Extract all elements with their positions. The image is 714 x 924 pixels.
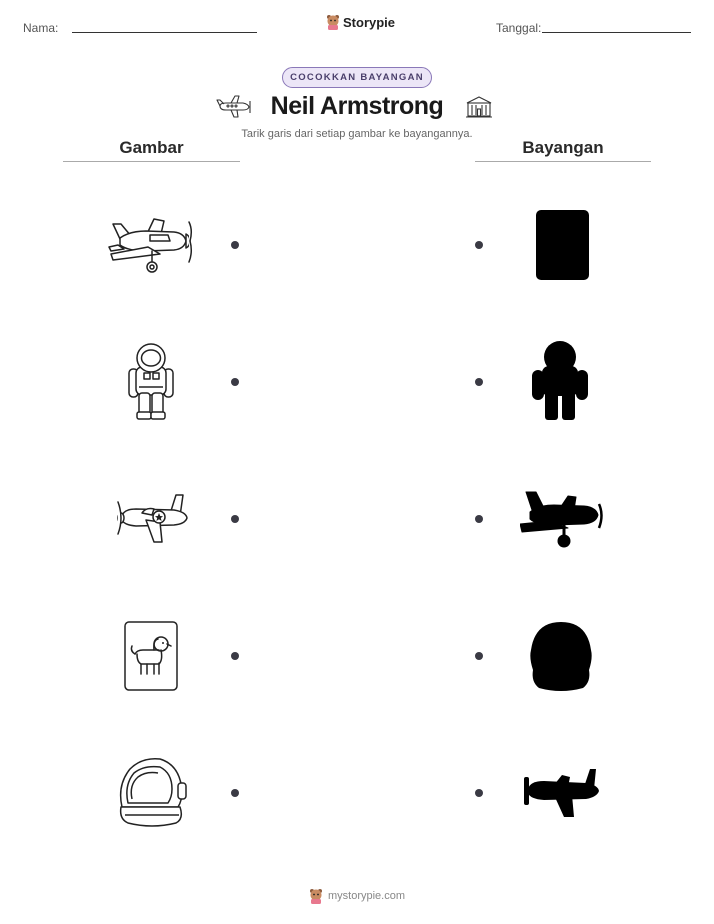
rectangle-card-silhouette-icon <box>535 209 590 281</box>
name-label: Nama: <box>23 21 59 35</box>
shadow-astronaut <box>528 340 592 422</box>
column-rule-right <box>475 161 651 162</box>
left-connect-dot-3[interactable] <box>231 515 239 523</box>
astronaut-icon <box>119 343 183 421</box>
date-label: Tanggal: <box>496 21 542 35</box>
helmet-silhouette-icon <box>527 620 595 694</box>
name-field-line[interactable] <box>72 32 257 33</box>
airplane-silhouette-icon <box>520 488 606 550</box>
picture-dog-card <box>123 620 179 692</box>
storypie-mascot-icon <box>309 888 323 904</box>
small-airplane-silhouette-icon <box>524 765 600 819</box>
shadow-airplane <box>520 488 606 550</box>
column-rule-left <box>63 161 240 162</box>
brand-logo <box>326 14 395 30</box>
star-airplane-icon <box>112 492 190 546</box>
right-connect-dot-1[interactable] <box>475 241 483 249</box>
building-doodle-icon <box>465 95 493 119</box>
right-connect-dot-5[interactable] <box>475 789 483 797</box>
date-field-line[interactable] <box>542 32 691 33</box>
left-connect-dot-2[interactable] <box>231 378 239 386</box>
shadow-rectangle-card <box>535 209 590 281</box>
space-helmet-icon <box>116 755 188 829</box>
right-connect-dot-2[interactable] <box>475 378 483 386</box>
picture-space-helmet <box>116 755 188 829</box>
right-connect-dot-3[interactable] <box>475 515 483 523</box>
footer <box>0 888 714 904</box>
storypie-mascot-icon <box>326 14 340 30</box>
picture-propeller-airplane <box>108 214 194 276</box>
brand-name: Storypie <box>343 14 396 30</box>
activity-badge: COCOKKAN BAYANGAN <box>282 67 432 88</box>
right-connect-dot-4[interactable] <box>475 652 483 660</box>
footer-url[interactable]: mystorypie.com <box>327 890 406 902</box>
astronaut-silhouette-icon <box>528 340 592 422</box>
column-header-pictures: Gambar <box>119 138 184 157</box>
left-connect-dot-5[interactable] <box>231 789 239 797</box>
propeller-airplane-icon <box>108 214 194 276</box>
shadow-helmet <box>527 620 595 694</box>
left-connect-dot-1[interactable] <box>231 241 239 249</box>
page-title: Neil Armstrong <box>270 92 444 120</box>
left-connect-dot-4[interactable] <box>231 652 239 660</box>
picture-star-airplane <box>112 492 190 546</box>
instructions: Tarik garis dari setiap gambar ke bayangannya. <box>241 128 473 140</box>
column-header-shadows: Bayangan <box>522 138 604 157</box>
dog-card-icon <box>123 620 179 692</box>
picture-astronaut <box>119 343 183 421</box>
shadow-small-airplane <box>524 765 600 819</box>
